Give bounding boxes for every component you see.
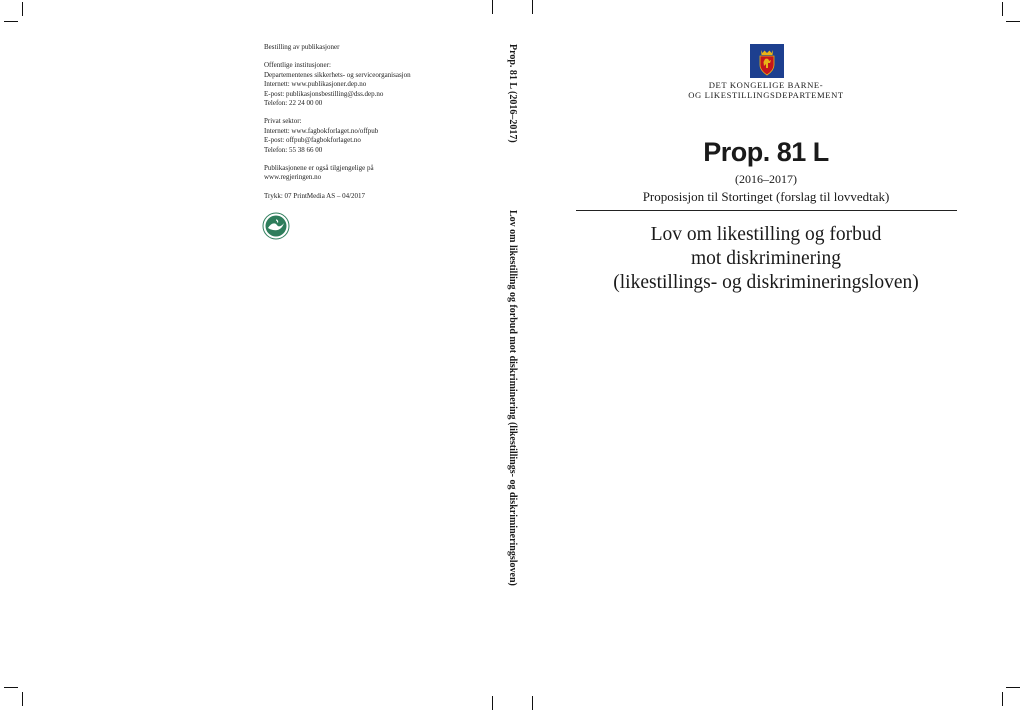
title-line3: (likestillings- og diskrimineringsloven)	[613, 272, 919, 293]
title-line1: Lov om likestilling og forbud	[650, 224, 882, 245]
crop-mark	[532, 0, 533, 14]
crop-mark	[1006, 687, 1020, 688]
private-heading: Privat sektor:	[264, 117, 302, 126]
department-line2: OG LIKESTILLINGSDEPARTEMENT	[688, 89, 844, 100]
crop-mark	[1002, 692, 1003, 706]
prop-number: Prop. 81 L	[703, 137, 829, 167]
spine-title: Lov om likestilling og forbud mot diskriminering (likestillings- og diskrimineringsloven)	[507, 210, 518, 586]
public-phone: Telefon: 22 24 00 00	[264, 99, 323, 108]
department-line1: DET KONGELIGE BARNE-	[708, 80, 824, 90]
crop-mark	[22, 2, 23, 16]
crop-mark	[492, 0, 493, 14]
crop-mark	[1002, 2, 1003, 16]
availability-line2: www.regjeringen.no	[264, 173, 322, 182]
crop-mark	[4, 21, 18, 22]
norwegian-coat-of-arms-icon	[750, 44, 784, 78]
back-cover-ordering-info	[264, 43, 411, 201]
public-email: E-post: publikasjonsbestilling@dss.dep.no	[264, 89, 384, 98]
crop-mark	[4, 687, 18, 688]
printer-line: Trykk: 07 PrintMedia AS – 04/2017	[264, 191, 366, 200]
nordic-swan-ecolabel-icon	[262, 212, 290, 240]
availability-line1: Publikasjonene er også tilgjengelige på	[264, 164, 374, 173]
crop-mark	[492, 696, 493, 710]
document-title	[590, 223, 942, 295]
prop-type: Proposisjon til Stortinget (forslag til lovvedtak)	[642, 189, 890, 204]
public-org: Departementenes sikkerhets- og serviceorganisasjon	[264, 70, 411, 79]
department-name	[666, 81, 866, 101]
title-divider	[576, 210, 957, 211]
private-phone: Telefon: 55 38 66 00	[264, 145, 323, 154]
private-email: E-post: offpub@fagbokforlaget.no	[264, 136, 361, 145]
crop-mark	[1006, 21, 1020, 22]
title-line2: mot diskriminering	[690, 248, 842, 269]
private-internet: Internett: www.fagbokforlaget.no/offpub	[264, 126, 379, 135]
spine-prop-number: Prop. 81 L (2016–2017)	[507, 44, 518, 143]
crop-mark	[532, 696, 533, 710]
session-years: (2016–2017)	[735, 172, 797, 186]
public-heading: Offentlige institusjoner:	[264, 61, 331, 70]
crop-mark	[22, 692, 23, 706]
public-internet: Internett: www.publikasjoner.dep.no	[264, 80, 367, 89]
ordering-heading: Bestilling av publikasjoner	[264, 43, 340, 51]
